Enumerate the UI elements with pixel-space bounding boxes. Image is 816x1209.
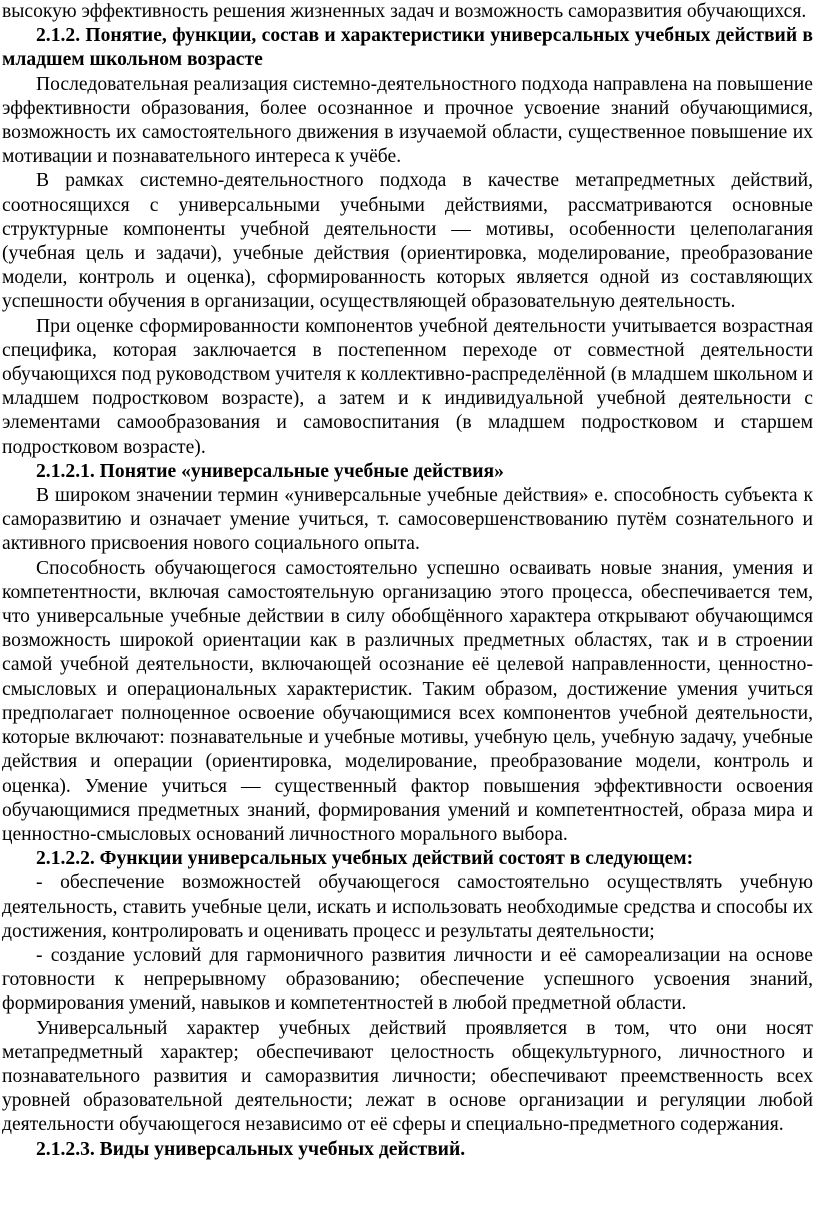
section-heading-2-1-2-1: 2.1.2.1. Понятие «универсальные учебные действия» <box>36 460 504 482</box>
paragraph-continuation: высокую эффективность решения жизненных задач и возможность саморазвития обучающихся. <box>2 1 807 22</box>
paragraph: Способность обучающегося самостоятельно успешно осваивать новые знания, умения и компетентности, включая самостоятельную организацию этого процесса, обеспечивается тем, что универсальные учебные действии в силу обобщённого характера открывают обучающимся возможность широкой ориентации как в различных предметных областях, так и в строении самой учебной деятельности, включающей осознание её целевой направленности, ценностно-смысловых и операциональных характеристик. Таким образом, достижение умения учиться предполагает полноценное освоение обучающимися всех компонентов учебной деятельности, которые включают: познавательные и учебные мотивы, учебную цель, учебную задачу, учебные действия и операции (ориентировка, моделирование, преобразование модели, контроль и оценка). Умение учиться — существенный фактор повышения эффективности освоения обучающимися предметных знаний, формирования умений и компетентностей, образа мира и ценностно-смысловых оснований личностного морального выбора. <box>2 557 813 845</box>
section-heading-2-1-2: 2.1.2. Понятие, функции, состав и характеристики универсальных учебных действий в младшем школьном возрасте <box>2 25 813 71</box>
section-heading-2-1-2-3: 2.1.2.3. Виды универсальных учебных действий. <box>36 1138 466 1160</box>
list-item: - создание условий для гармоничного развития личности и её самореализации на основе готовности к непрерывному образованию; обеспечение успешного усвоения знаний, формирования умений, навыков и компетентностей в любой предметной области. <box>2 944 813 1015</box>
paragraph: При оценке сформированности компонентов учебной деятельности учитывается возрастная специфика, которая заключается в постепенном переходе от совместной деятельности обучающихся под руководством учителя к коллективно-распределённой (в младшем школьном и младшем подростковом возрасте), а затем и к индивидуальной учебной деятельности с элементами самообразования и самовоспитания (в младшем подростковом и старшем подростковом возрасте). <box>2 315 813 458</box>
section-heading-2-1-2-2: 2.1.2.2. Функции универсальных учебных действий состоят в следующем: <box>36 848 694 870</box>
paragraph: Универсальный характер учебных действий проявляется в том, что они носят метапредметный характер; обеспечивают целостность общекультурного, личностного и познавательного развития и саморазвития личности; обеспечивают преемственность всех уровней образовательной деятельности; лежат в основе организации и регуляции любой деятельности обучающегося независимо от её сферы и специально-предметного содержания. <box>2 1017 813 1136</box>
paragraph: В рамках системно-деятельностного подхода в качестве метапредметных действий, соотносящихся с универсальными учебными действиями, рассматриваются основные структурные компоненты учебной деятельности — мотивы, особенности целеполагания (учебная цель и задачи), учебные действия (ориентировка, моделирование, преобразование модели, контроль и оценка), сформированность которых является одной из составляющих успешности обучения в организации, осуществляющей образовательную деятельность. <box>2 170 813 313</box>
list-item: - обеспечение возможностей обучающегося самостоятельно осуществлять учебную деятельность, ставить учебные цели, искать и использовать необходимые средства и способы их достижения, контролировать и оценивать процесс и результаты деятельности; <box>2 872 813 942</box>
paragraph: Последовательная реализация системно-деятельностного подхода направлена на повышение эффективности образования, более осознанное и прочное усвоение знаний обучающимися, возможность их самостоятельного движения в изучаемой области, существенное повышение их мотивации и познавательного интереса к учёбе. <box>2 73 813 168</box>
paragraph: В широком значении термин «универсальные учебные действия» е. способность субъекта к саморазвитию и означает умение учиться, т. самосовершенствованию путём сознательного и активного присвоения нового социального опыта. <box>2 485 813 555</box>
